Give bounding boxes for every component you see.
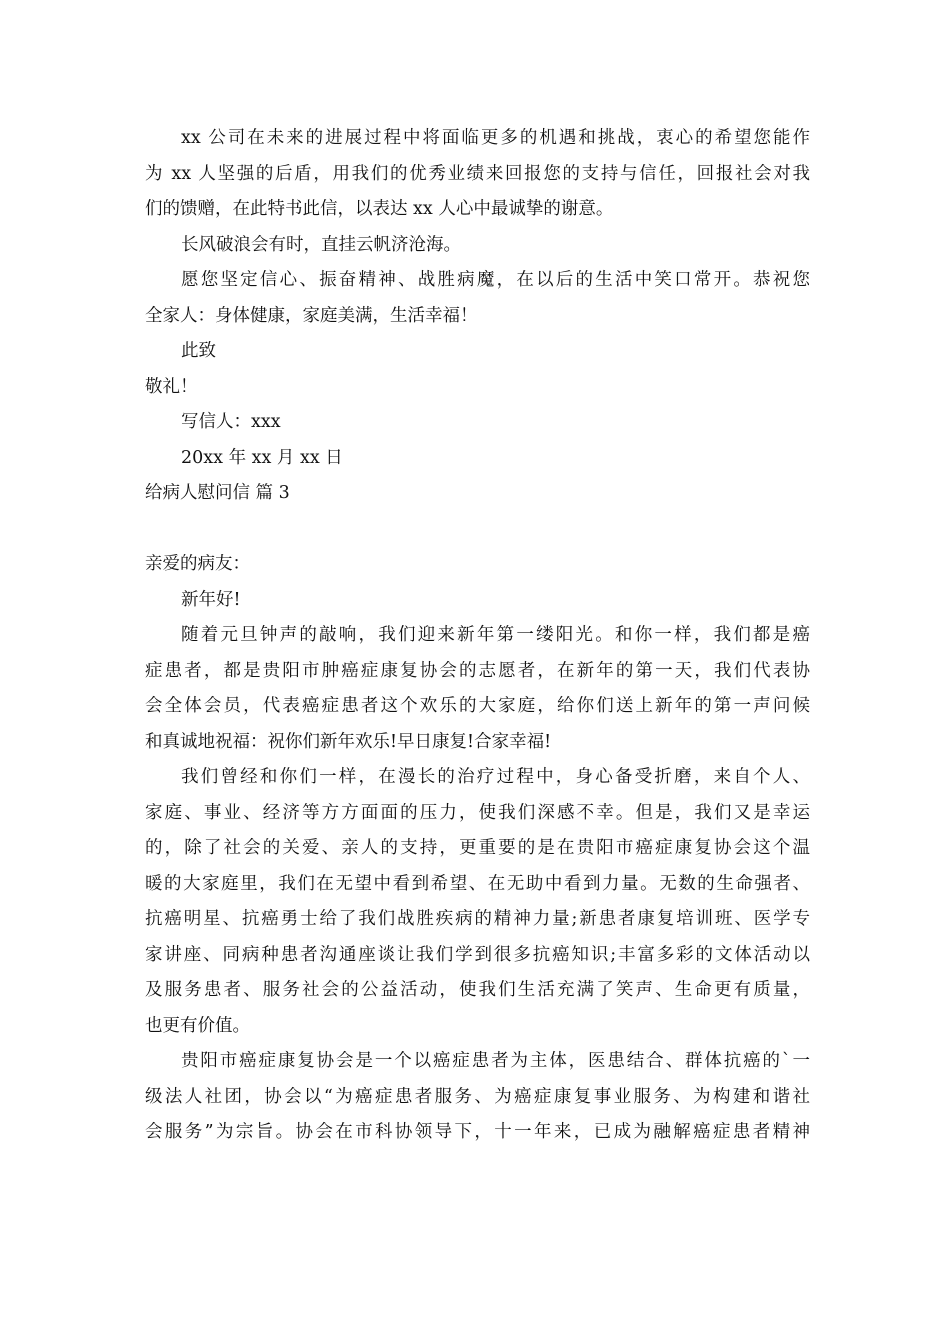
paragraph-line: 随着元旦钟声的敲响，我们迎来新年第一缕阳光。和你一样，我们都是癌 (181, 625, 810, 645)
paragraph-line: xx 公司在未来的进展过程中将面临更多的机遇和挑战，衷心的希望您能作 (181, 128, 810, 148)
paragraph-line: 贵阳市癌症康复协会是一个以癌症患者为主体，医患结合、群体抗癌的`一 (181, 1051, 810, 1071)
closing-line: 敬礼！ (145, 376, 198, 397)
letter-page (145, 121, 810, 1151)
paragraph-line: 和真诚地祝福：祝你们新年欢乐!早日康复!合家幸福! (145, 731, 552, 752)
paragraph-line: 会服务”为宗旨。协会在市科协领导下，十一年来，已成为融解癌症患者精神 (145, 1122, 810, 1142)
paragraph-line: 全家人：身体健康，家庭美满，生活幸福！ (145, 305, 478, 326)
blank-line (145, 512, 810, 548)
paragraph-line: 的，除了社会的关爱、亲人的支持，更重要的是在贵阳市癌症康复协会这个温 (145, 838, 810, 858)
paragraph-line: 们的馈赠，在此特书此信，以表达 xx 人心中最诚挚的谢意。 (145, 199, 614, 219)
paragraph-line: 抗癌明星、抗癌勇士给了我们战胜疾病的精神力量;新患者康复培训班、医学专 (145, 909, 810, 929)
paragraph-line: 及服务患者、服务社会的公益活动，使我们生活充满了笑声、生命更有质量， (145, 980, 810, 1000)
paragraph-line: 级法人社团，协会以“为癌症患者服务、为癌症康复事业服务、为构建和谐社 (145, 1086, 810, 1107)
paragraph-line: 会全体会员，代表癌症患者这个欢乐的大家庭，给你们送上新年的第一声问候 (145, 696, 810, 716)
paragraph-line: 也更有价值。 (145, 1015, 250, 1036)
writer-signature: 写信人：xxx (181, 412, 281, 432)
paragraph-line: 为 xx 人坚强的后盾，用我们的优秀业绩来回报您的支持与信任，回报社会对我 (145, 163, 810, 184)
paragraph-line: 我们曾经和你们一样，在漫长的治疗过程中，身心备受折磨，来自个人、 (181, 767, 810, 787)
letter-date: 20xx 年 xx 月 xx 日 (181, 447, 343, 468)
paragraph-line: 家庭、事业、经济等方方面面的压力，使我们深感不幸。但是，我们又是幸运 (145, 802, 810, 823)
salutation: 亲爱的病友： (145, 554, 250, 574)
paragraph-line: 长风破浪会有时，直挂云帆济沧海。 (181, 234, 461, 255)
paragraph-line: 家讲座、同病种患者沟通座谈让我们学到很多抗癌知识;丰富多彩的文体活动以 (145, 944, 810, 965)
paragraph-line: 暖的大家庭里，我们在无望中看到希望、在无助中看到力量。无数的生命强者、 (145, 873, 810, 894)
section-heading: 给病人慰问信 篇 3 (145, 483, 290, 503)
closing-line: 此致 (181, 341, 216, 361)
paragraph-line: 症患者，都是贵阳市肿癌症康复协会的志愿者，在新年的第一天，我们代表协 (145, 660, 810, 681)
paragraph-line: 愿您坚定信心、振奋精神、战胜病魔，在以后的生活中笑口常开。恭祝您 (181, 270, 810, 290)
greeting: 新年好! (181, 589, 241, 610)
